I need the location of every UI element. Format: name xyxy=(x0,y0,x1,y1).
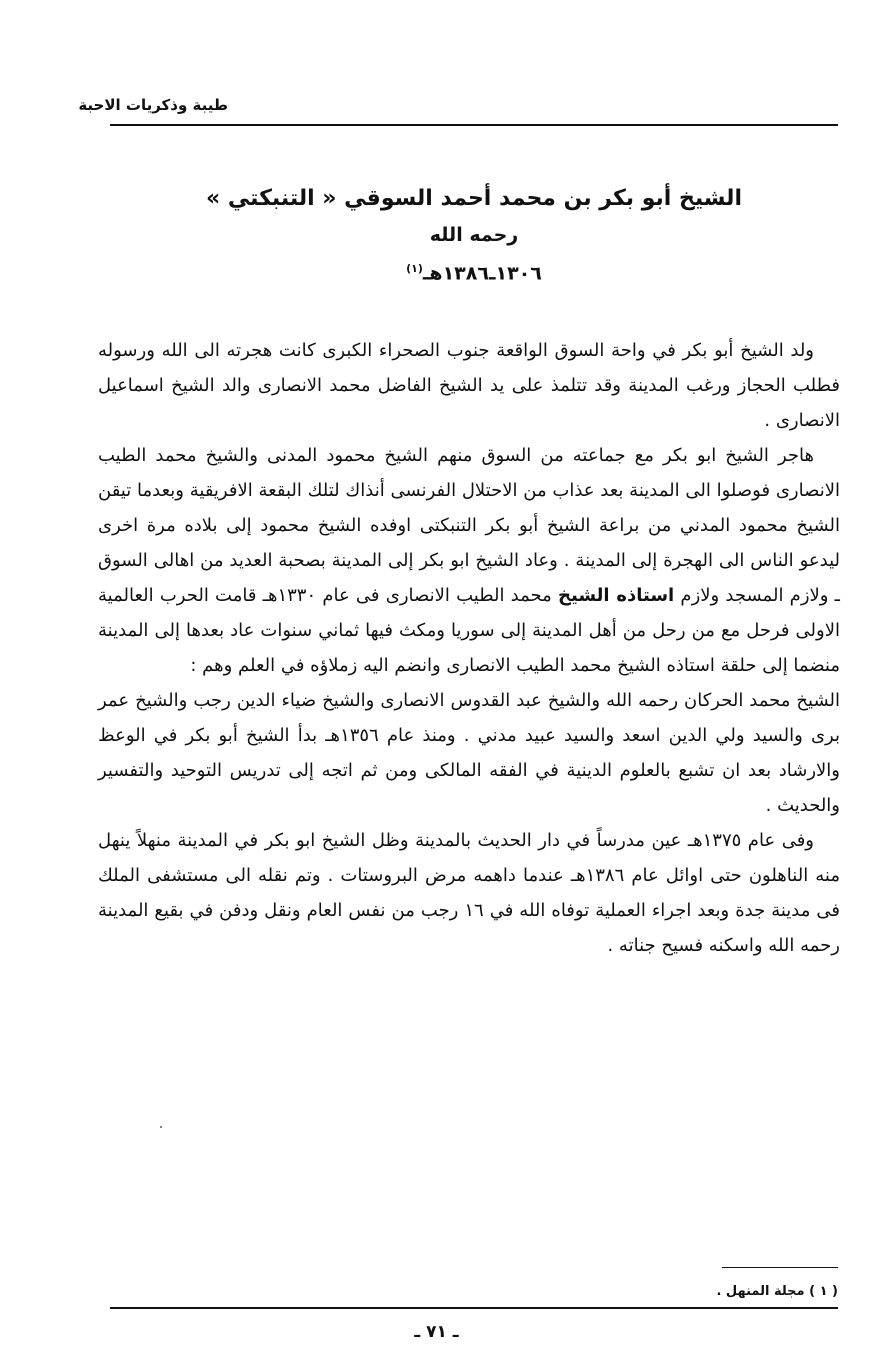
stray-dot xyxy=(160,1126,162,1128)
footnote: ( ١ ) مجلة المنهل . xyxy=(716,1284,838,1299)
article-dates xyxy=(110,252,838,290)
footnote-separator xyxy=(722,1267,838,1268)
paragraph-4: وفى عام ١٣٧٥هـ عين مدرساً في دار الحديث بالمدينة وظل الشيخ ابو بكر في المدينة منهلاً ينهل منه الناهلون حتى اوائل عام ١٣٨٦هـ عندما داهمه مرض البروستات . وتم نقله الى مستشفى الملك فى مدينة جدة وبعد اجراء العملية توفاه الله في ١٦ رجب من نفس العام ونقل ودفن في بقيع المدينة رحمه الله واسكنه فسيح جناته . xyxy=(98,830,841,956)
article-title: الشيخ أبو بكر بن محمد أحمد السوقي « التنبكتي » xyxy=(206,186,742,211)
dates-text: ١٣٠٦ـ١٣٨٦هـ xyxy=(422,262,542,285)
footnote-marker: (١) xyxy=(406,262,423,275)
paragraph-3: الشيخ محمد الحركان رحمه الله والشيخ عبد القدوس الانصارى والشيخ ضياء الدين رجب والشيخ عمر برى والسيد ولي الدين اسعد والسيد عبيد مدني . ومنذ عام ١٣٥٦هـ بدأ الشيخ أبو بكر في الوعظ والارشاد بعد ان تشبع بالعلوم الدينية في الفقه المالكى ومن ثم اتجه إلى تدريس التوحيد والتفسير والحديث . xyxy=(98,690,841,816)
paragraph-2-part-1: هاجر الشيخ ابو بكر مع جماعته من السوق منهم الشيخ محمود المدنى والشيخ محمد الطيب الانصارى فوصلوا الى المدينة بعد عذاب من الاحتلال الفرنسى أنذاك لتلك البقعة الافريقية وبعدما تيقن الشيخ محمود المدني من براعة الشيخ أبو بكر التنبكتى اوفده الشيخ محمود إلى بلاده مرة اخرى ليدعو الناس الى الهجرة إلى المدينة . وعاد الشيخ ابو بكر إلى المدينة بصحبة العديد من اهالى السوق ـ ولازم المسجد ولازم xyxy=(98,445,840,606)
header-rule xyxy=(110,124,838,126)
paragraph-2-emphasis: استاذه الشيخ xyxy=(558,585,675,606)
paragraph-2 xyxy=(98,438,840,683)
page-number: ـ ٧١ ـ xyxy=(414,1322,459,1342)
running-header: طيبة وذكريات الاحبة xyxy=(78,96,228,114)
title-block xyxy=(110,180,838,290)
paragraph-1: ولد الشيخ أبو بكر في واحة السوق الواقعة جنوب الصحراء الكبرى كانت هجرته الى الله ورسوله فطلب الحجاز ورغب المدينة وقد تتلمذ على يد الشيخ الفاضل محمد الانصارى والد الشيخ اسماعيل الانصارى . xyxy=(98,340,840,431)
article-subtitle: رحمه الله xyxy=(429,224,519,246)
paragraph-2-part-2: محمد الطيب الانصارى فى عام ١٣٣٠هـ قامت الحرب العالمية الاولى فرحل مع من رحل من أهل المدينة إلى سوريا ومكث فيها ثماني سنوات عاد بعدها إلى المدينة منضما إلى حلقة استاذه الشيخ محمد الطيب الانصارى وانضم اليه زملاؤه في العلم وهم : xyxy=(98,585,840,676)
article-body xyxy=(98,333,840,963)
footer-rule xyxy=(110,1307,838,1309)
